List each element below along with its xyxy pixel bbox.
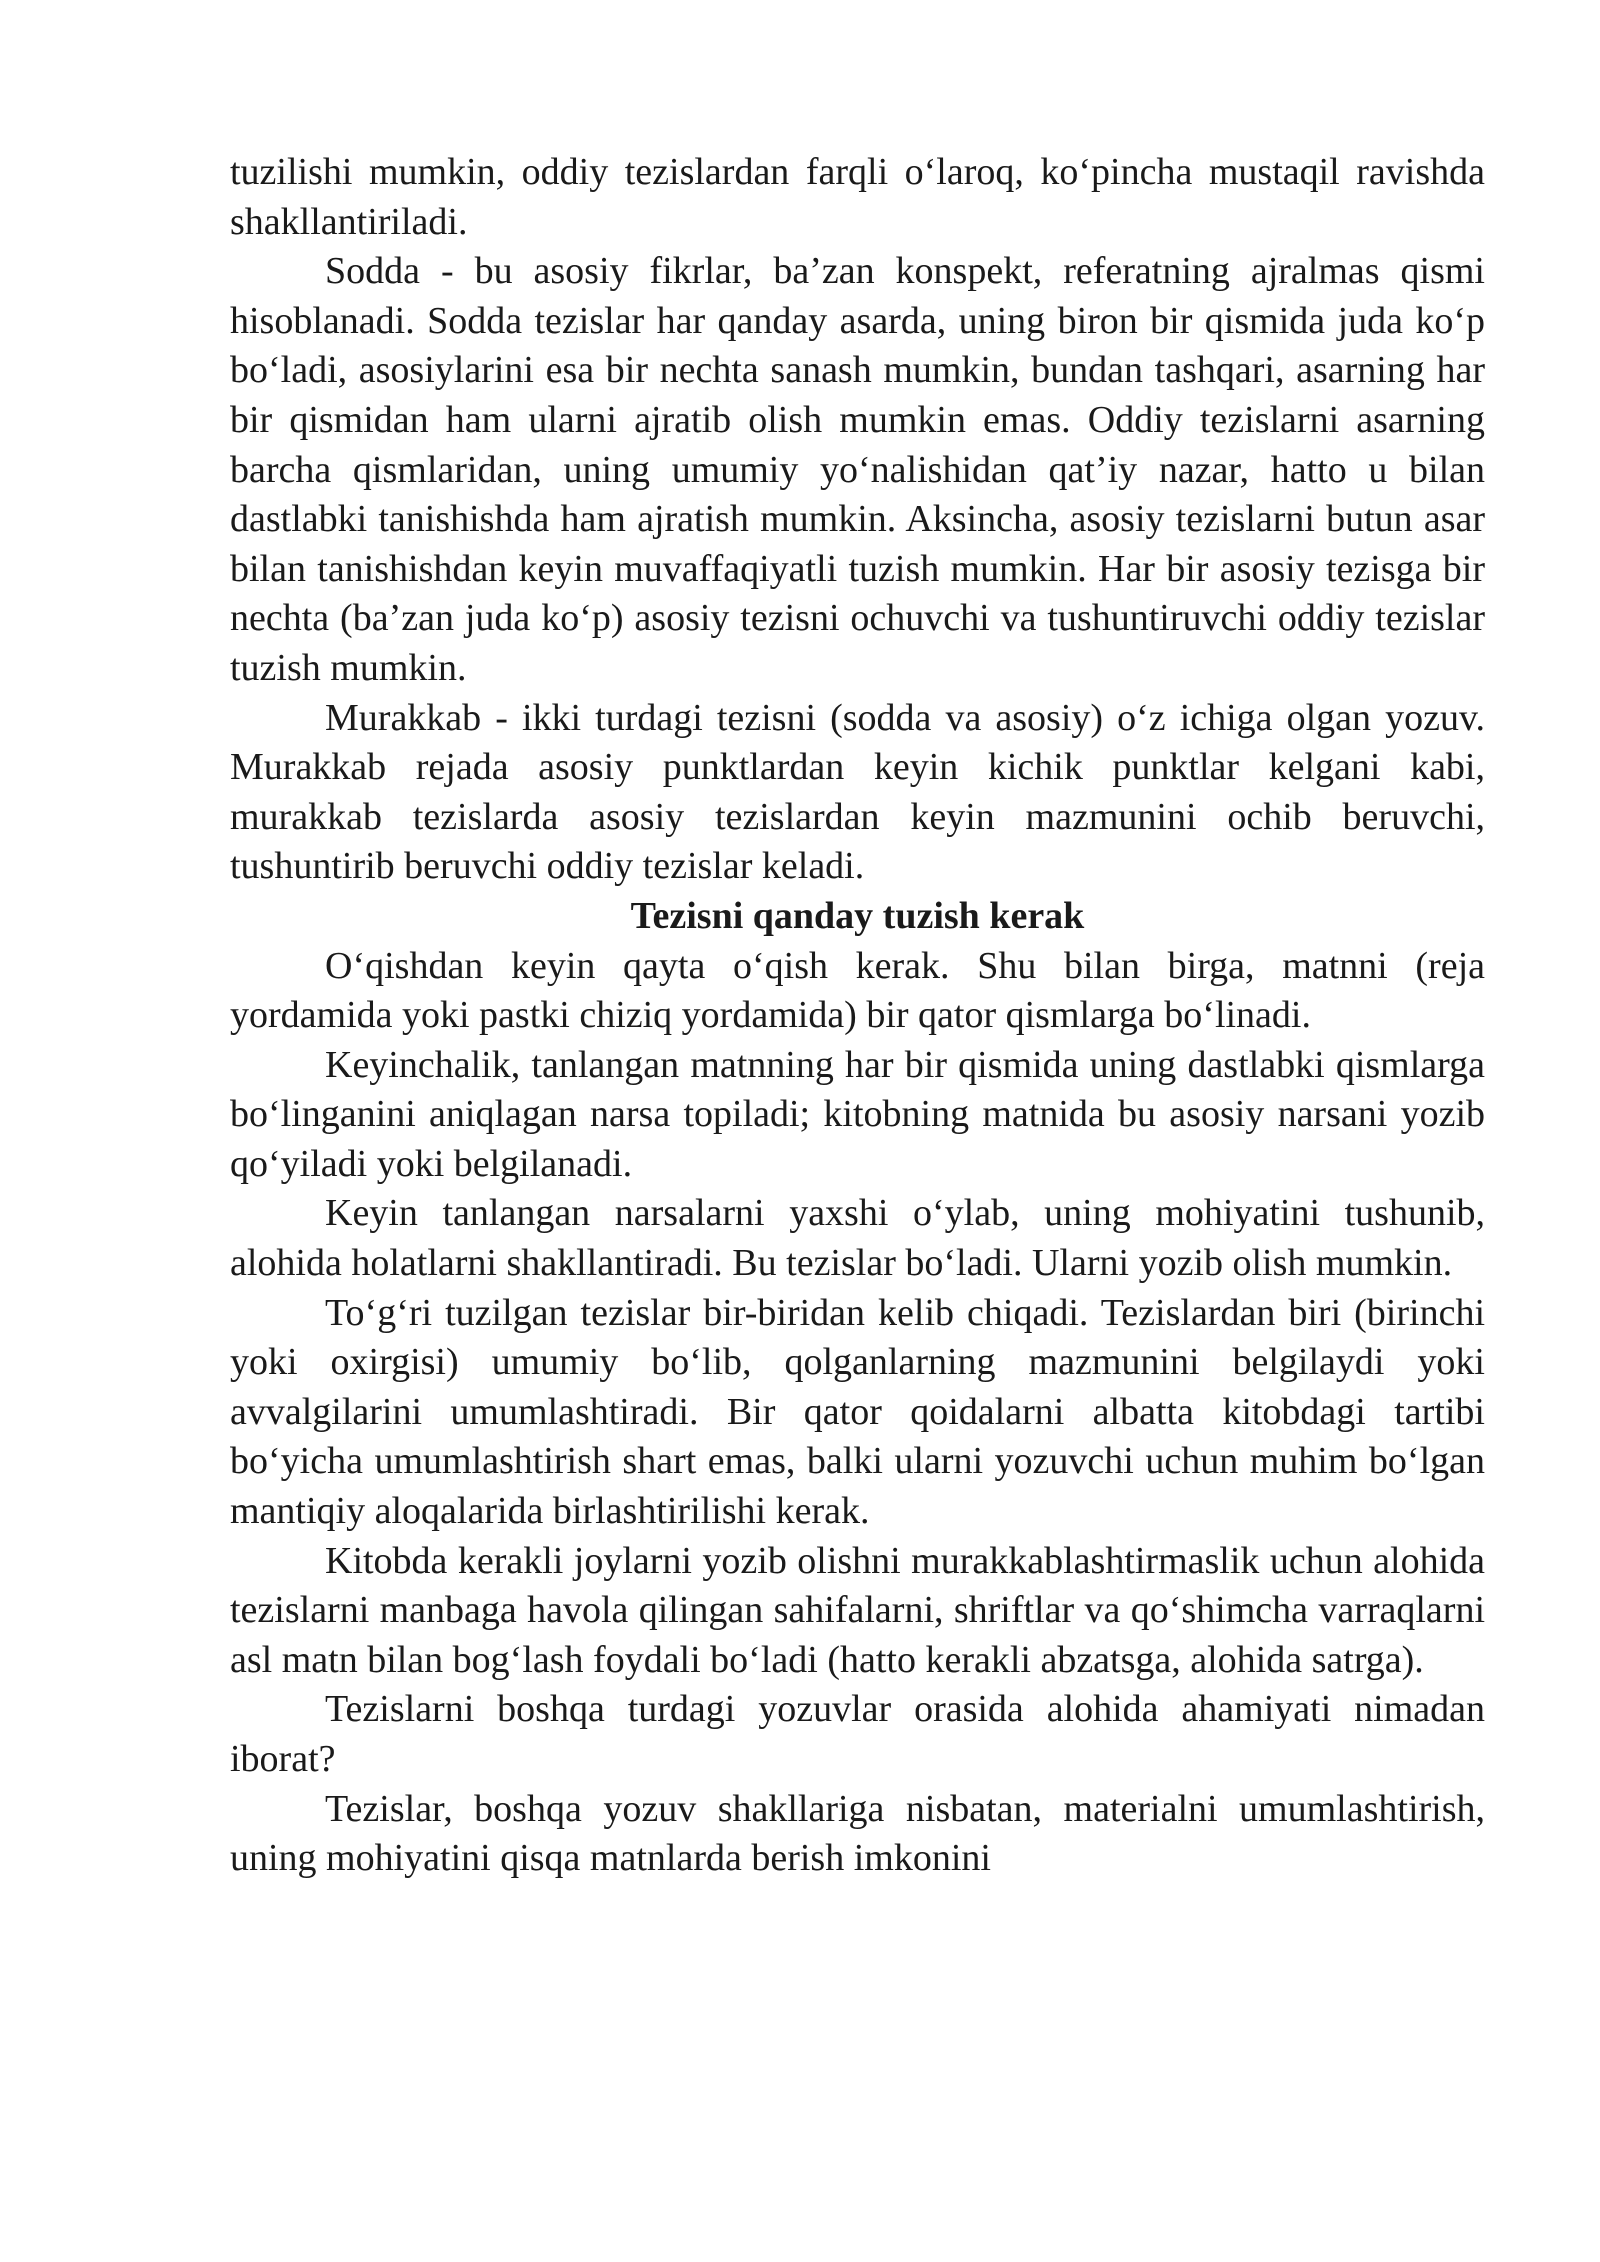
section-heading: Tezisni qanday tuzish kerak bbox=[630, 894, 1085, 937]
paragraph-question: Tezislarni boshqa turdagi yozuvlar orasida alohida ahamiyati nimadan iborat? bbox=[230, 1688, 1485, 1780]
paragraph-reread: O‘qishdan keyin qayta o‘qish kerak. Shu bilan birga, matnni (reja yordamida yoki pastki chiziq yordamida) bir qator qismlarga bo‘linadi. bbox=[230, 944, 1485, 1037]
paragraph-summary: Tezislar, boshqa yozuv shakllariga nisbatan, materialni umumlashtirish, uning mohiyatini qisqa matnlarda berish imkonini bbox=[230, 1787, 1485, 1880]
paragraph-parts: Keyinchalik, tanlangan matnning har bir qismida uning dastlabki qismlarga bo‘linganini aniqlagan narsa topiladi; kitobning matnida bu asosiy narsani yozib qo‘yiladi yoki belgilanadi. bbox=[230, 1043, 1485, 1185]
paragraph-references: Kitobda kerakli joylarni yozib olishni murakkablashtirmaslik uchun alohida tezislarni manbaga havola qilingan sahifalarni, shriftlar va qo‘shimcha varraqlarni asl matn bilan bog‘lash foydali bo‘ladi (hatto kerakli abzatsga, alohida satrga). bbox=[230, 1539, 1485, 1681]
paragraph-sodda: Sodda - bu asosiy fikrlar, ba’zan konspekt, referatning ajralmas qismi hisoblanadi. Sodda tezislar har qanday asarda, uning biron bir qismida juda ko‘p bo‘ladi, asosiylarini esa bir nechta sanash mumkin, bundan tashqari, asarning har bir qismidan ham ularni ajratib olish mumkin emas. Oddiy tezislarni asarning barcha qismlaridan, uning umumiy yo‘nalishidan qat’iy nazar, hatto u bilan dastlabki tanishishda ham ajratish mumkin. Aksincha, asosiy tezislarni butun asar bilan tanishishdan keyin muvaffaqiyatli tuzish mumkin. Har bir asosiy tezisga bir nechta (ba’zan juda ko‘p) asosiy tezisni ochuvchi va tushuntiruvchi oddiy tezislar tuzish mumkin. bbox=[230, 250, 1485, 689]
paragraph-continuation: tuzilishi mumkin, oddiy tezislardan farqli o‘laroq, ko‘pincha mustaqil ravishda shakllantiriladi. bbox=[230, 151, 1485, 243]
paragraph-formulate: Keyin tanlangan narsalarni yaxshi o‘ylab, uning mohiyatini tushunib, alohida holatlarni shakllantiradi. Bu tezislar bo‘ladi. Ularni yozib olish mumkin. bbox=[230, 1192, 1485, 1285]
paragraph-structure: To‘g‘ri tuzilgan tezislar bir-biridan kelib chiqadi. Tezislardan biri (birinchi yoki oxirgisi) umumiy bo‘lib, qolganlarning mazmunini belgilaydi yoki avvalgilarini umumlashtiradi. Bir qator qoidalarni albatta kitobdagi tartibi bo‘yicha umumlashtirish shart emas, balki ularni yozuvchi uchun muhim bo‘lgan mantiqiy aloqalarida birlashtirilishi kerak. bbox=[230, 1291, 1485, 1533]
document-page bbox=[230, 148, 1485, 1884]
paragraph-murakkab: Murakkab - ikki turdagi tezisni (sodda va asosiy) o‘z ichiga olgan yozuv. Murakkab rejada asosiy punktlardan keyin kichik punktlar kelgani kabi, murakkab tezislarda asosiy tezislardan keyin mazmunini ochib beruvchi, tushuntirib beruvchi oddiy tezislar keladi. bbox=[230, 696, 1485, 888]
